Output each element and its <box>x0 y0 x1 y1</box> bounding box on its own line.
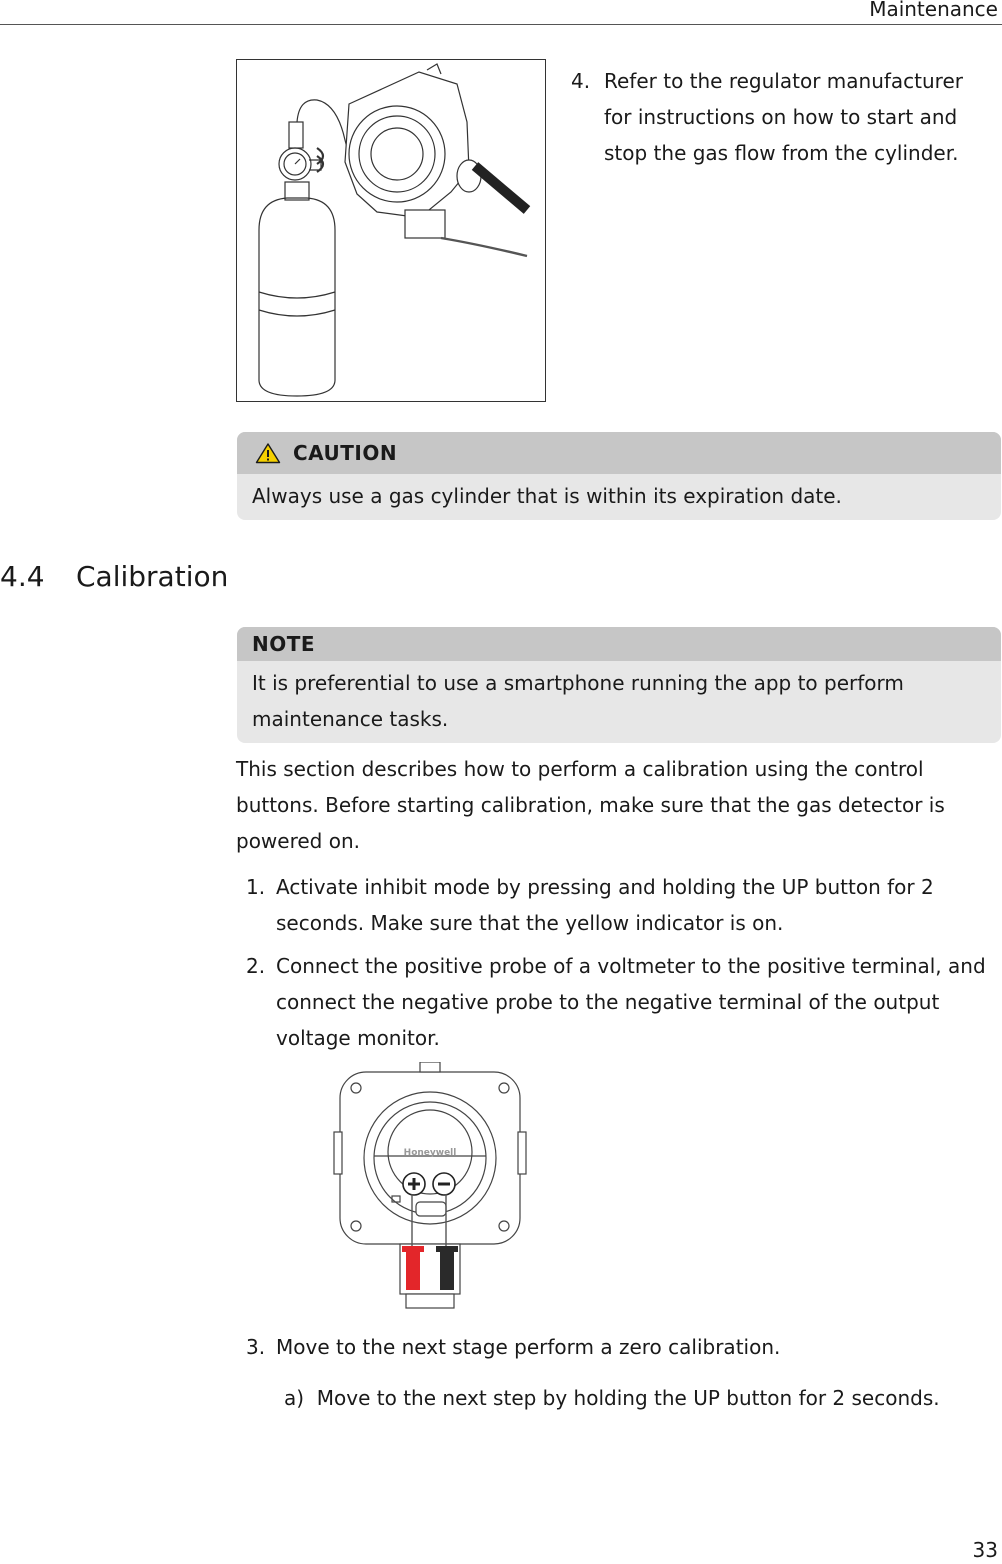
section-heading <box>0 560 228 593</box>
intro-paragraph: This section describes how to perform a calibration using the control buttons. Before starting calibration, make sure that the gas detector is powered on. <box>236 757 945 853</box>
step-4-number: 4. <box>571 69 591 93</box>
detector-terminals-illustration <box>332 1062 528 1312</box>
caution-text: Always use a gas cylinder that is within its expiration date. <box>252 484 842 508</box>
section-title: Calibration <box>76 560 229 593</box>
black-probe-icon <box>440 1248 454 1290</box>
step-3-number: 3. <box>246 1335 266 1359</box>
step-2-number: 2. <box>246 954 266 978</box>
caution-title: CAUTION <box>293 441 398 465</box>
caution-box <box>237 432 1001 520</box>
gas-cylinder-detector-figure <box>236 59 546 402</box>
step-1 <box>246 869 986 941</box>
step-1-text: Activate inhibit mode by pressing and holding the UP button for 2 seconds. Make sure that the yellow indicator is on. <box>276 875 934 935</box>
header-divider <box>0 24 1002 25</box>
note-box <box>237 627 1001 743</box>
page-header-title: Maintenance <box>869 0 998 21</box>
note-text: It is preferential to use a smartphone running the app to perform maintenance tasks. <box>252 671 904 731</box>
detector-voltmeter-figure <box>332 1062 528 1312</box>
red-probe-icon <box>406 1248 420 1290</box>
note-header: NOTE <box>237 627 1001 661</box>
step-4-text: Refer to the regulator manufacturer for instructions on how to start and stop the gas flow from the cylinder. <box>604 69 963 165</box>
step-2 <box>246 948 986 1056</box>
caution-header <box>237 432 1001 474</box>
substep-a-text: Move to the next step by holding the UP button for 2 seconds. <box>316 1386 940 1410</box>
substep-a-label: a) <box>284 1386 305 1410</box>
step-3-text: Move to the next stage perform a zero calibration. <box>276 1335 781 1359</box>
substep-a <box>284 1380 940 1416</box>
step-1-number: 1. <box>246 875 266 899</box>
page-number: 33 <box>972 1538 998 1562</box>
gas-cylinder-detector-illustration <box>237 60 545 401</box>
honeywell-logo: Honeywell <box>403 1148 457 1158</box>
warning-triangle-icon <box>255 442 281 464</box>
section-number: 4.4 <box>0 560 45 593</box>
step-4 <box>571 63 991 171</box>
step-3 <box>246 1329 986 1365</box>
step-2-text: Connect the positive probe of a voltmeter to the positive terminal, and connect the negative probe to the negative terminal of the output voltage monitor. <box>276 954 986 1050</box>
